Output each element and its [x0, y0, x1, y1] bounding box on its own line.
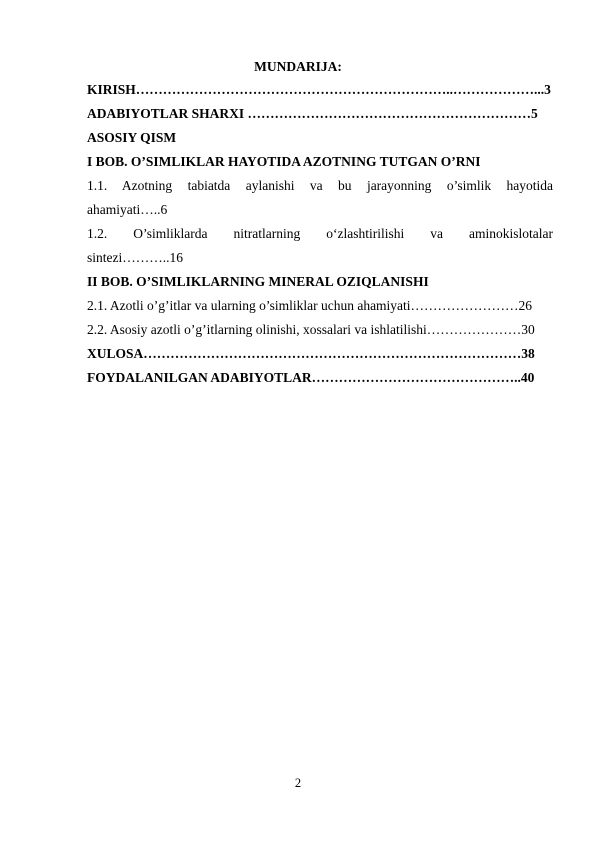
toc-section-2-2: 2.2. Asosiy azotli o’g’itlarning olinishi, xossalari va ishlatilishi…………………30 — [87, 322, 535, 337]
toc-section-1-2-line2: sintezi………..16 — [87, 250, 183, 265]
toc-title: MUNDARIJA: — [254, 59, 342, 74]
toc-chapter-1: I BOB. O’SIMLIKLAR HAYOTIDA AZOTNING TUTGAN O’RNI — [87, 154, 481, 169]
toc-chapter-2: II BOB. O’SIMLIKLARNING MINERAL OZIQLANISHI — [87, 274, 429, 289]
toc-entry-foydalanilgan-adabiyotlar: FOYDALANILGAN ADABIYOTLAR………………………………………..40 — [87, 370, 535, 385]
toc-heading-asosiy-qism: ASOSIY QISM — [87, 130, 177, 145]
toc-entry-xulosa: XULOSA…………………………………………………………………………38 — [87, 346, 535, 361]
toc-section-1-1-line1: 1.1. Azotning tabiatda aylanishi va bu jarayonning o’simlik hayotida — [87, 178, 553, 193]
toc-entry-kirish: KIRISH……………………………………………………………..………………...3 — [87, 82, 551, 97]
toc-section-2-1: 2.1. Azotli o’g’itlar va ularning o’simliklar uchun ahamiyati……………………26 — [87, 298, 533, 313]
toc-entry-adabiyotlar-sharxi: ADABIYOTLAR SHARXI ………………………………………………………5 — [87, 106, 538, 121]
toc-section-1-1-line2: ahamiyati…..6 — [87, 202, 168, 217]
page-number: 2 — [294, 776, 302, 790]
toc-section-1-2-line1: 1.2. O’simliklarda nitratlarning o‘zlashtirilishi va aminokislotalar — [87, 226, 553, 241]
